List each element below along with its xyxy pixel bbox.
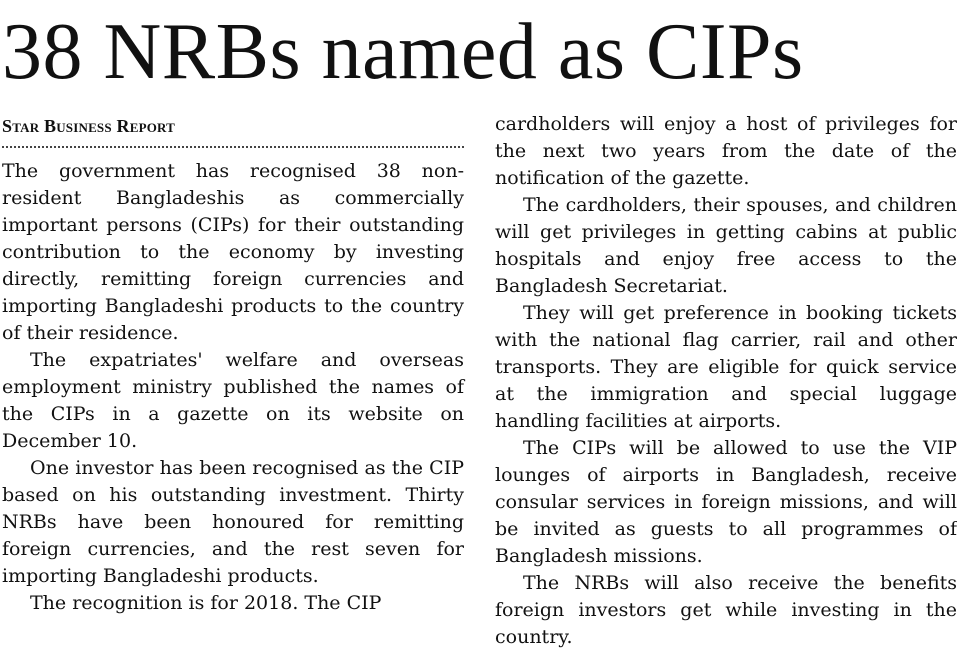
article-column-right <box>495 111 957 651</box>
article-paragraph: The CIPs will be allowed to use the VIP lounges of airports in Bangladesh, receive consular services in foreign missions, and will be invited as guests to all programmes of Bangladesh missions. <box>495 437 957 567</box>
byline: Star Business Report <box>2 116 176 136</box>
article-paragraph: The expatriates' welfare and overseas employment ministry published the names of the CIPs in a gazette on its website on December 10. <box>2 349 464 452</box>
article-paragraph: The recognition is for 2018. The CIP <box>30 592 382 614</box>
headline: 38 NRBs named as CIPs <box>2 8 804 96</box>
article-paragraph: The cardholders, their spouses, and children will get privileges in getting cabins at public hospitals and enjoy free access to the Bangladesh Secretariat. <box>495 194 957 297</box>
article-column-left <box>2 158 464 617</box>
article-paragraph: The government has recognised 38 non-resident Bangladeshis as commercially important persons (CIPs) for their outstanding contribution to the economy by investing directly, remitting foreign currencies and importing Bangladeshi products to the country of their residence. <box>2 160 464 344</box>
byline-divider <box>2 146 464 148</box>
article-paragraph: One investor has been recognised as the CIP based on his outstanding investment. Thirty NRBs have been honoured for remitting foreign currencies, and the rest seven for importing Bangladeshi products. <box>2 457 464 587</box>
article-paragraph: They will get preference in booking tickets with the national flag carrier, rail and other transports. They are eligible for quick service at the immigration and special luggage handling facilities at airports. <box>495 302 957 432</box>
article-paragraph: The NRBs will also receive the benefits foreign investors get while investing in the country. <box>495 572 957 648</box>
article-paragraph-continued: cardholders will enjoy a host of privileges for the next two years from the date of the notification of the gazette. <box>495 113 957 189</box>
